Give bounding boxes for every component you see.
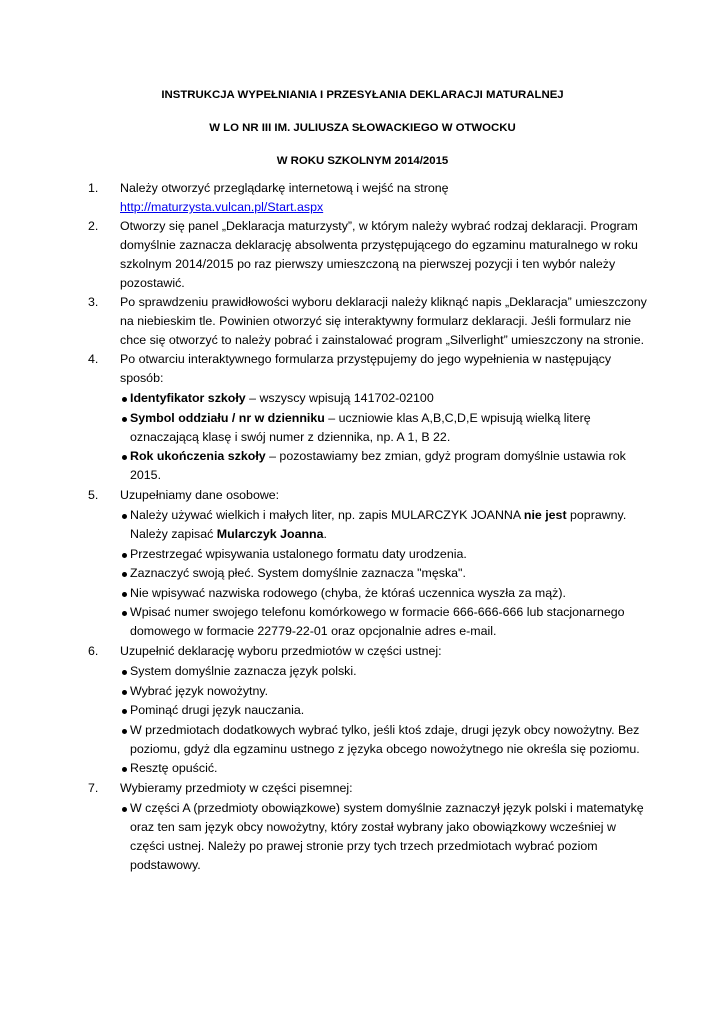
bullet-icon bbox=[122, 807, 127, 812]
vulcan-link[interactable]: http://maturzysta.vulcan.pl/Start.aspx bbox=[120, 200, 324, 214]
bullet-icon bbox=[122, 709, 127, 714]
step-4-bullets bbox=[106, 388, 648, 486]
field-desc: – pozostawiamy bez zmian, gdyż program domyślnie ustawia rok 2015. bbox=[130, 449, 626, 482]
step-7-bullets bbox=[106, 798, 648, 876]
bullet-text: Pominąć drugi język nauczania. bbox=[130, 703, 305, 717]
field-desc: – uczniowie klas A,B,C,D,E wpisują wielką literę oznaczającą klasę i swój numer z dziennika, np. A 1, B 22. bbox=[130, 410, 591, 444]
step-text: Uzupełniamy dane osobowe: bbox=[120, 488, 280, 502]
field-desc: – wszyscy wpisują 141702-02100 bbox=[245, 391, 434, 405]
step-5-bullets bbox=[106, 505, 648, 642]
bullet-text: Nie wpisywać nazwiska rodowego (chyba, że któraś uczennica wyszła za mąż). bbox=[130, 585, 566, 600]
step-number: 6. bbox=[88, 644, 99, 658]
bullet-text: Zaznaczyć swoją płeć. System domyślnie zaznacza "męska". bbox=[130, 566, 466, 580]
bullet-text: Resztę opuścić. bbox=[130, 761, 218, 775]
list-item bbox=[106, 409, 648, 447]
bullet-icon bbox=[122, 514, 127, 519]
step-number: 1. bbox=[88, 181, 99, 195]
list-item bbox=[106, 603, 648, 641]
step-text: Po sprawdzeniu prawidłowości wyboru deklaracji należy kliknąć napis „Deklaracja” umieszczony na niebieskim tle. Powinien otworzyć się interaktywny formularz deklaracji. Jeśli formularz nie chce się otworzyć to należy pobrać i zainstalować program „Silverlight” umieszczony na stronie. bbox=[120, 295, 647, 347]
step-text: Uzupełnić deklarację wyboru przedmiotów w części ustnej: bbox=[120, 644, 442, 658]
bullet-text: Przestrzegać wpisywania ustalonego formatu daty urodzenia. bbox=[130, 546, 467, 561]
field-name: Identyfikator szkoły bbox=[130, 391, 246, 405]
list-item bbox=[106, 759, 648, 778]
list-item bbox=[106, 584, 648, 603]
bullet-icon bbox=[122, 417, 127, 422]
bullet-text: System domyślnie zaznacza język polski. bbox=[130, 664, 357, 678]
step-text: Należy otworzyć przeglądarkę internetową i wejść na stronę bbox=[120, 181, 449, 195]
step-6 bbox=[88, 642, 648, 661]
step-7 bbox=[88, 779, 648, 798]
bullet-icon bbox=[122, 670, 127, 675]
document-title-line-1: INSTRUKCJA WYPEŁNIANIA I PRZESYŁANIA DEKLARACJI MATURALNEJ bbox=[161, 89, 564, 101]
list-item bbox=[106, 564, 648, 583]
list-item bbox=[106, 389, 648, 408]
step-number: 7. bbox=[88, 781, 99, 795]
step-2 bbox=[88, 217, 648, 293]
bullet-icon bbox=[122, 455, 127, 460]
bullet-icon bbox=[122, 592, 127, 597]
bullet-emphasis: nie jest bbox=[523, 508, 567, 522]
list-item bbox=[106, 662, 648, 681]
bullet-text: poprawny. Należy zapisać bbox=[130, 508, 627, 541]
field-name: Symbol oddziału / nr w dzienniku bbox=[130, 410, 325, 425]
step-number: 4. bbox=[88, 352, 99, 366]
bullet-icon bbox=[122, 729, 127, 734]
step-4 bbox=[88, 350, 648, 388]
instruction-list bbox=[88, 179, 648, 876]
step-6-bullets bbox=[106, 661, 648, 779]
bullet-text: W części A (przedmioty obowiązkowe) system domyślnie zaznaczył język polski i matematykę oraz ten sam język obcy nowożytny, który został wybrany jako obowiązkowy wcześniej w części ustnej. Należy po prawej stronie przy tych trzech przedmiotach wybrać poziom podstawowy. bbox=[130, 801, 644, 872]
step-5 bbox=[88, 486, 648, 505]
step-3 bbox=[88, 293, 648, 350]
list-item bbox=[106, 506, 648, 544]
field-name: Rok ukończenia szkoły bbox=[130, 449, 266, 463]
bullet-text: Wybrać język nowożytny. bbox=[130, 683, 269, 698]
list-item bbox=[106, 799, 648, 875]
bullet-icon bbox=[122, 397, 127, 402]
step-number: 5. bbox=[88, 488, 99, 502]
bullet-text: Należy używać wielkich i małych liter, np. zapis MULARCZYK JOANNA bbox=[130, 508, 524, 522]
step-1 bbox=[88, 179, 648, 217]
bullet-icon bbox=[122, 553, 127, 558]
document-title-line-2: W LO NR III IM. JULIUSZA SŁOWACKIEGO W OTWOCKU bbox=[209, 122, 516, 134]
bullet-icon bbox=[122, 690, 127, 695]
step-number: 2. bbox=[88, 219, 99, 233]
document-title-line-3: W ROKU SZKOLNYM 2014/2015 bbox=[276, 155, 449, 167]
bullet-emphasis: Mularczyk Joanna bbox=[216, 527, 324, 541]
bullet-text: Wpisać numer swojego telefonu komórkowego w formacie 666-666-666 lub stacjonarnego domowego w formacie 22779-22-01 oraz opcjonalnie adres e-mail. bbox=[130, 605, 625, 638]
bullet-icon bbox=[122, 572, 127, 577]
step-number: 3. bbox=[88, 295, 99, 309]
list-item bbox=[106, 701, 648, 720]
step-text: Po otwarciu interaktywnego formularza przystępujemy do jego wypełnienia w następujący sposób: bbox=[120, 352, 612, 385]
step-text: Wybieramy przedmioty w części pisemnej: bbox=[120, 781, 353, 795]
list-item bbox=[106, 447, 648, 485]
step-text: Otworzy się panel „Deklaracja maturzysty”, w którym należy wybrać rodzaj deklaracji. Program domyślnie zaznacza deklarację absolwenta przystępującego do egzaminu maturalnego w roku szkolnym 2014/2015 po raz pierwszy umieszczoną na pierwszej pozycji i ten wybór należy pozostawić. bbox=[120, 219, 638, 290]
bullet-icon bbox=[122, 611, 127, 616]
list-item bbox=[106, 682, 648, 701]
list-item bbox=[106, 721, 648, 759]
list-item bbox=[106, 545, 648, 564]
bullet-icon bbox=[122, 767, 127, 772]
bullet-text: W przedmiotach dodatkowych wybrać tylko, jeśli ktoś zdaje, drugi język obcy nowożytny. Bez poziomu, gdyż dla egzaminu ustnego z języka obcego nowożytnego nie określa się poziomu. bbox=[130, 722, 640, 756]
bullet-text: . bbox=[323, 527, 327, 541]
